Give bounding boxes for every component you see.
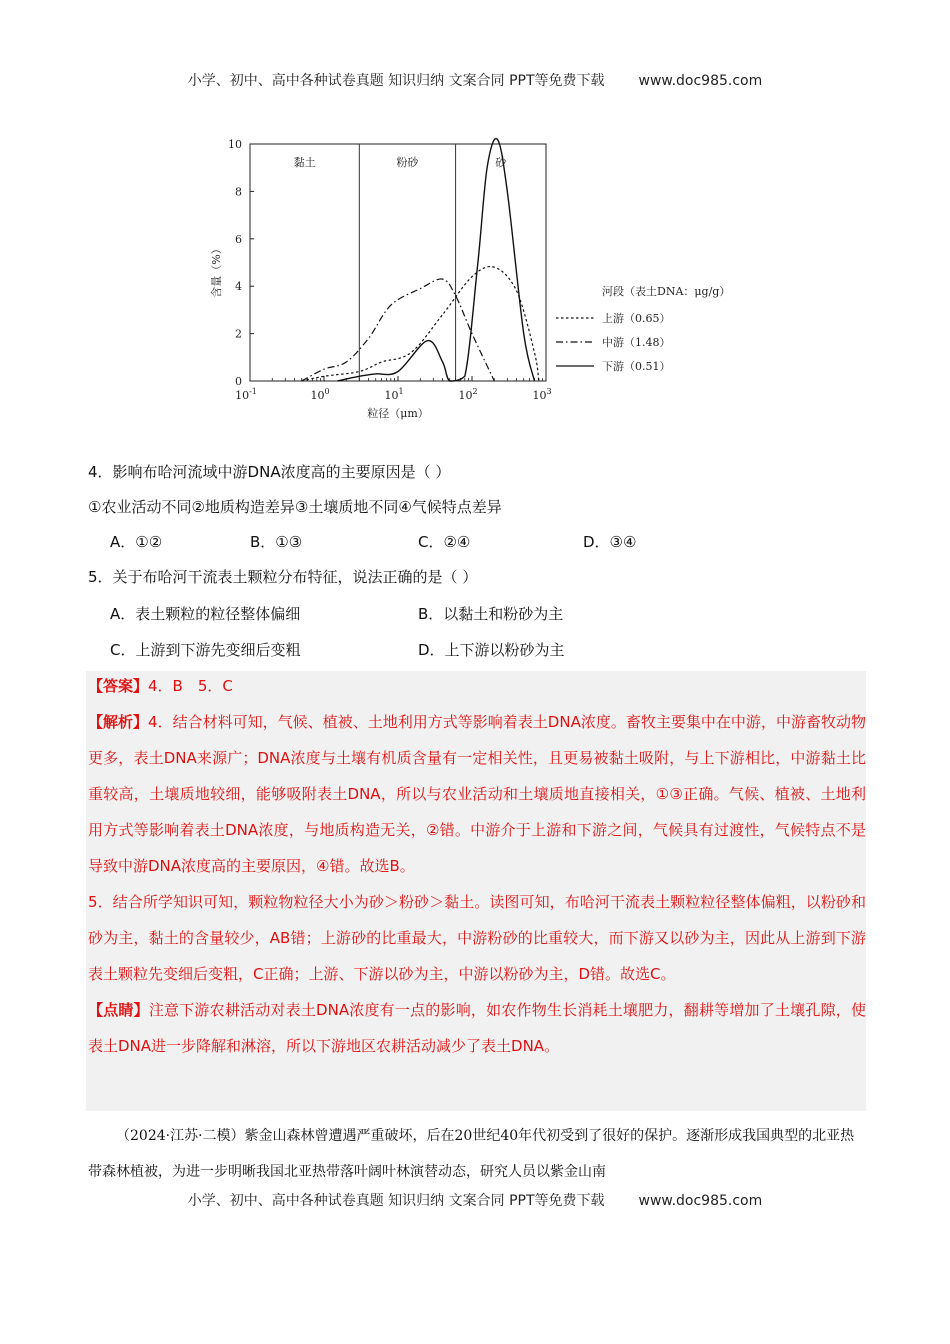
- y-tick-label: 2: [235, 327, 242, 341]
- analysis-label: 【解析】: [88, 713, 149, 731]
- legend-label-2: 中游（1.48）: [602, 336, 671, 349]
- x-axis-label: 粒径（μm）: [367, 407, 429, 420]
- analysis-4-text: 4．结合材料可知，气候、植被、土地利用方式等影响着表土DNA浓度。畜牧主要集中在中游，中游畜牧动物更多，表土DNA来源广；DNA浓度与土壤有机质含量有一定相关性，且更易被黏土吸附，与上下游相比，中游黏土比重较高，土壤质地较细，能够吸附表土DNA，所以与农业活动和土壤质地直接相关，①③正确。气候、植被、土地利用方式等影响着表土DNA浓度，与地质构造无关，②错。中游介于上游和下游之间，气候具有过渡性，气候特点不是导致中游DNA浓度高的主要原因，④错。故选B。: [88, 713, 866, 875]
- q5-option-b[interactable]: B．以黏土和粉砂为主: [418, 605, 564, 623]
- q4-option-b[interactable]: B．①③: [250, 533, 303, 551]
- series-line-1: [302, 267, 539, 381]
- page-footer: [0, 1190, 950, 1210]
- tip: [88, 992, 866, 1064]
- x-tick-label: $10^{-1}$: [235, 387, 257, 402]
- question-4-stem: 4．影响布哈河流域中游DNA浓度高的主要原因是（ ）: [88, 463, 451, 481]
- question-5-stem: 5．关于布哈河干流表土颗粒分布特征，说法正确的是（ ）: [88, 568, 478, 586]
- analysis-5: 5．结合所学知识可知，颗粒物粒径大小为砂＞粉砂＞黏土。读图可知，布哈河干流表土颗粒粒径整体偏粗，以粉砂和砂为主，黏土的含量较少，AB错；上游砂的比重最大，中游粉砂的比重较大，而下游又以砂为主，因此从上游到下游表土颗粒先变细后变粗，C正确；上游、下游以砂为主，中游以粉砂为主，D错。故选C。: [88, 893, 866, 983]
- answer-line: [88, 668, 866, 704]
- footer-text: 小学、初中、高中各种试卷真题 知识归纳 文案合同 PPT等免费下载: [187, 1193, 605, 1209]
- particle-size-chart: [190, 130, 770, 430]
- x-tick-label: $10^1$: [384, 387, 404, 402]
- plot-frame: [250, 144, 546, 381]
- next-passage: [88, 1118, 868, 1190]
- x-tick-label: $10^2$: [458, 387, 478, 402]
- y-tick-label: 10: [228, 138, 242, 151]
- y-tick-label: 4: [235, 280, 242, 294]
- x-tick-label: $10^0$: [310, 387, 330, 402]
- answer-label: 【答案】: [88, 677, 149, 695]
- tip-text: 注意下游农耕活动对表土DNA浓度有一点的影响，如农作物生长消耗土壤肥力，翻耕等增加了土壤孔隙，使表土DNA进一步降解和淋溶，所以下游地区农耕活动减少了表土DNA。: [88, 1001, 866, 1055]
- y-tick-label: 6: [235, 232, 242, 246]
- answer-section: [88, 668, 866, 1064]
- header-site-link[interactable]: www.doc985.com: [638, 73, 763, 89]
- header-text: 小学、初中、高中各种试卷真题 知识归纳 文案合同 PPT等免费下载: [187, 73, 605, 89]
- region-label: 粉砂: [396, 156, 419, 169]
- q4-option-d[interactable]: D．③④: [583, 533, 637, 551]
- y-axis-label: 含量（%）: [210, 243, 223, 298]
- q4-option-c[interactable]: C．②④: [418, 533, 471, 551]
- legend-label-1: 上游（0.65）: [602, 312, 671, 325]
- legend-label-3: 下游（0.51）: [602, 360, 671, 373]
- q5-option-c[interactable]: C．上游到下游先变细后变粗: [110, 641, 301, 659]
- q5-option-a[interactable]: A．表土颗粒的粒径整体偏细: [110, 605, 301, 623]
- footer-site-link[interactable]: www.doc985.com: [638, 1193, 763, 1209]
- q4-option-a[interactable]: A．①②: [110, 533, 163, 551]
- y-tick-label: 0: [235, 375, 242, 388]
- page-header: [0, 70, 950, 90]
- answer-text: 4．B 5．C: [148, 677, 233, 695]
- question-4-items: ①农业活动不同②地质构造差异③土壤质地不同④气候特点差异: [88, 498, 502, 516]
- passage-text: （2024·江苏·二模）紫金山森林曾遭遇严重破坏，后在20世纪40年代初受到了很好的保护。逐渐形成我国典型的北亚热带森林植被，为进一步明晰我国北亚热带落叶阔叶林演替动态，研究人员以紫金山南: [88, 1128, 855, 1180]
- legend-title: 河段（表土DNA：μg/g）: [602, 285, 731, 298]
- region-label: 砂: [495, 156, 507, 169]
- series-line-3: [337, 139, 535, 381]
- series-line-2: [302, 279, 495, 381]
- y-tick-label: 8: [235, 185, 242, 199]
- q5-option-d[interactable]: D．上下游以粉砂为主: [418, 641, 565, 659]
- region-label: 黏土: [293, 156, 316, 169]
- analysis-4: [88, 704, 866, 884]
- tip-label: 【点睛】: [88, 1001, 149, 1019]
- x-tick-label: $10^3$: [532, 387, 552, 402]
